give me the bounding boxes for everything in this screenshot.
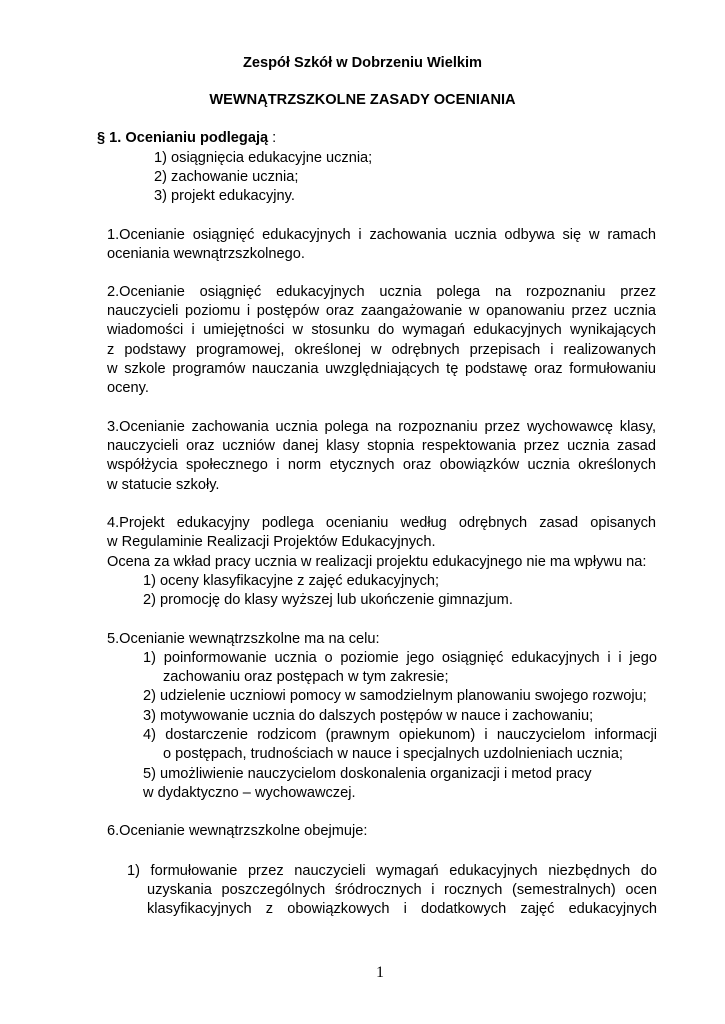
document-title: WEWNĄTRZSZKOLNE ZASADY OCENIANIA <box>209 92 516 108</box>
paragraph-line: z podstawy programowej, określonej w odrębnych przepisach i realizowanych <box>107 342 656 358</box>
paragraph-line: Ocena za wkład pracy ucznia w realizacji projektu edukacyjnego nie ma wpływu na: <box>107 554 647 570</box>
list-item: 4) dostarczenie rodzicom (prawnym opiekunom) i nauczycielom informacji <box>143 727 657 743</box>
paragraph-line: współżycia społecznego i norm etycznych oraz obowiązków ucznia określonych <box>107 457 656 473</box>
paragraph-line: w Regulaminie Realizacji Projektów Edukacyjnych. <box>107 534 436 550</box>
paragraph-line: 3.Ocenianie zachowania ucznia polega na rozpoznaniu przez wychowawcę klasy, <box>107 419 656 435</box>
list-item: 3) motywowanie ucznia do dalszych postępów w nauce i zachowaniu; <box>143 708 594 724</box>
paragraph-line: nauczycieli poziomu i postępów oraz zaangażowanie w opanowaniu przez ucznia <box>107 303 656 319</box>
section-heading-bold: § 1. Ocenianiu podlegają <box>97 130 269 146</box>
paragraph-line: oceny. <box>107 380 149 396</box>
paragraph-line: wiadomości i umiejętności w stosunku do wymagań edukacyjnych wynikających <box>107 322 656 338</box>
list-item-continuation: klasyfikacyjnych z obowiązkowych i dodatkowych zajęć edukacyjnych <box>147 901 657 917</box>
paragraph-line: 6.Ocenianie wewnątrzszkolne obejmuje: <box>107 823 368 839</box>
list-item: 2) promocję do klasy wyższej lub ukończenie gimnazjum. <box>143 592 513 608</box>
school-name: Zespół Szkół w Dobrzeniu Wielkim <box>242 55 483 71</box>
list-item-continuation: zachowaniu oraz postępach w tym zakresie; <box>163 669 449 685</box>
list-item-continuation: uzyskania poszczególnych śródrocznych i rocznych (semestralnych) ocen <box>147 882 657 898</box>
paragraph-line: 2.Ocenianie osiągnięć edukacyjnych ucznia polega na rozpoznaniu przez <box>107 284 656 300</box>
paragraph-line: w statucie szkoły. <box>107 477 220 493</box>
list-item: 1) poinformowanie ucznia o poziomie jego osiągnięć edukacyjnych i i jego <box>143 650 657 666</box>
paragraph-line: 4.Projekt edukacyjny podlega ocenianiu według odrębnych zasad opisanych <box>107 515 656 531</box>
list-item-continuation: w dydaktyczno – wychowawczej. <box>143 785 356 801</box>
list-item: 5) umożliwienie nauczycielom doskonalenia organizacji i metod pracy <box>143 766 592 782</box>
list-item: 1) formułowanie przez nauczycieli wymagań edukacyjnych niezbędnych do <box>127 863 657 879</box>
paragraph-line: w szkole programów nauczania uwzględniających tę podstawę oraz formułowaniu <box>107 361 656 377</box>
list-item-continuation: o postępach, trudnościach w nauce i specjalnych uzdolnieniach ucznia; <box>163 746 623 762</box>
paragraph-line: oceniania wewnątrzszkolnego. <box>107 246 305 262</box>
list-item: 1) oceny klasyfikacyjne z zajęć edukacyjnych; <box>143 573 440 589</box>
paragraph-line: nauczycieli oraz uczniów danej klasy stopnia respektowania przez ucznia zasad <box>107 438 656 454</box>
page-number: 1 <box>376 964 384 981</box>
list-item: 1) osiągnięcia edukacyjne ucznia; <box>154 150 373 166</box>
paragraph-line: 5.Ocenianie wewnątrzszkolne ma na celu: <box>107 631 380 647</box>
section-heading <box>97 130 276 147</box>
list-item: 3) projekt edukacyjny. <box>154 188 295 204</box>
list-item: 2) zachowanie ucznia; <box>154 169 299 185</box>
list-item: 2) udzielenie uczniowi pomocy w samodzielnym planowaniu swojego rozwoju; <box>143 688 647 704</box>
paragraph-line: 1.Ocenianie osiągnięć edukacyjnych i zachowania ucznia odbywa się w ramach <box>107 227 656 243</box>
section-heading-rest: : <box>268 130 277 146</box>
